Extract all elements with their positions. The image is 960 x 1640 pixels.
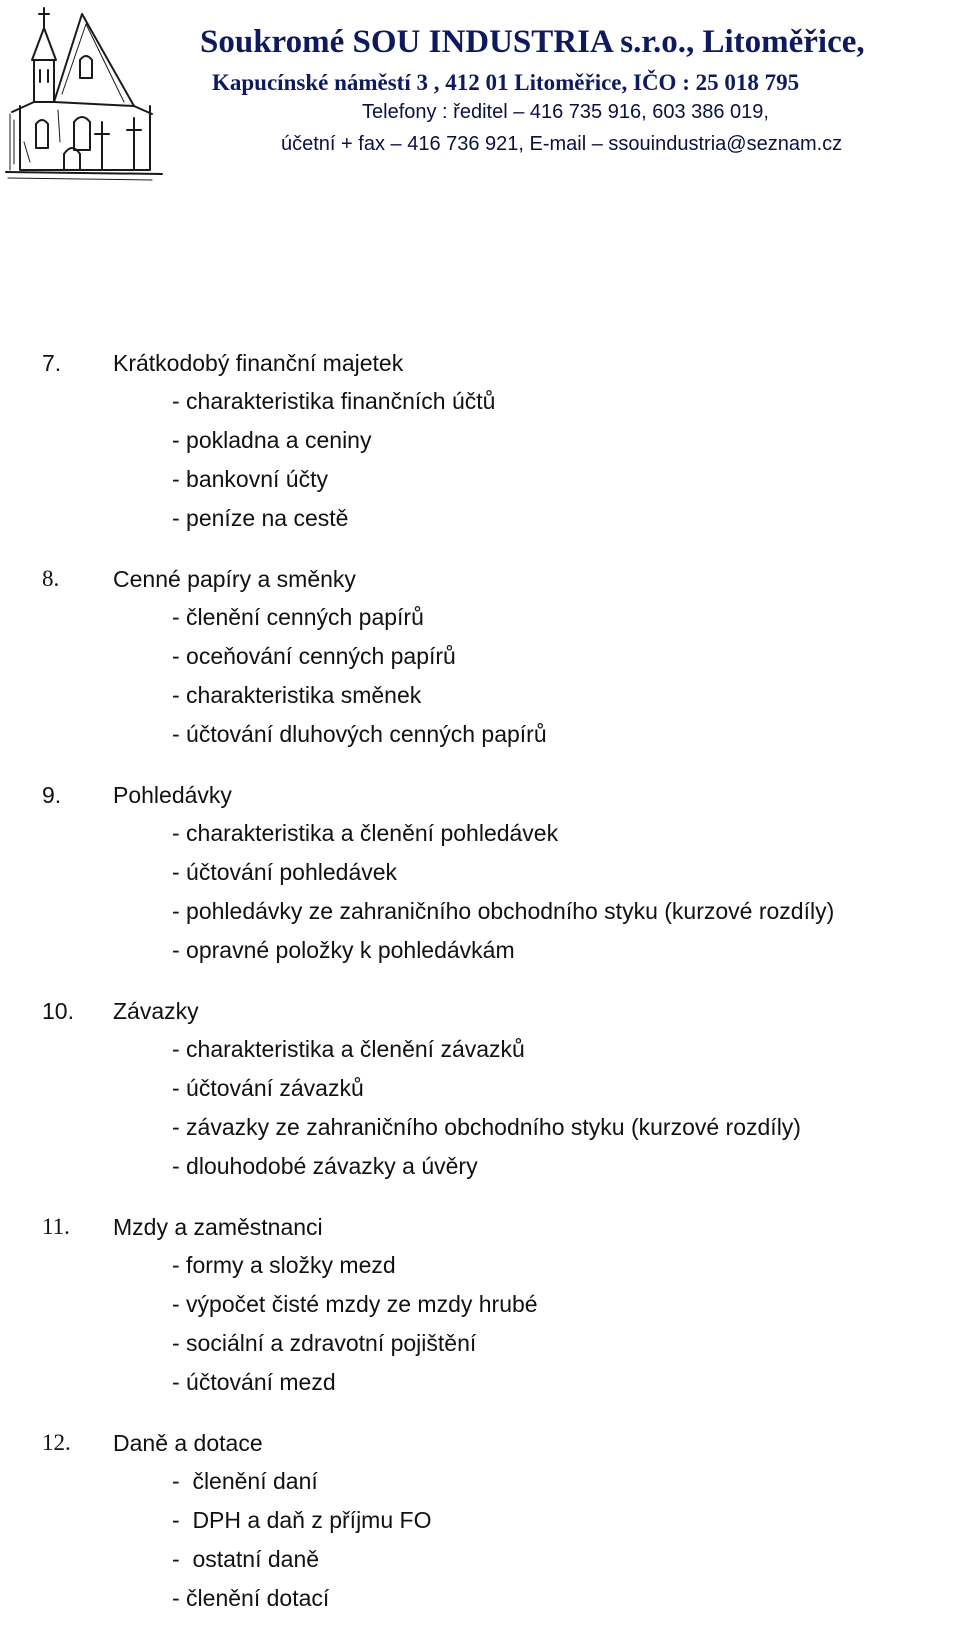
school-name: Soukromé SOU INDUSTRIA s.r.o., Litoměřice, xyxy=(200,24,865,60)
section-heading xyxy=(0,560,960,598)
list-item: - opravné položky k pohledávkám xyxy=(172,937,515,963)
section-title: Daně a dotace xyxy=(113,1430,263,1456)
list-item: - formy a složky mezd xyxy=(172,1252,396,1278)
list-item: - pohledávky ze zahraničního obchodního styku (kurzové rozdíly) xyxy=(172,898,835,924)
section-number: 10. xyxy=(42,998,74,1024)
section-items xyxy=(0,1462,960,1618)
list-item: - charakteristika a členění závazků xyxy=(172,1036,525,1062)
list-item: - bankovní účty xyxy=(172,466,328,492)
section-title: Krátkodobý finanční majetek xyxy=(113,350,404,376)
list-item: - DPH a daň z příjmu FO xyxy=(172,1507,432,1533)
section-title: Pohledávky xyxy=(113,782,232,808)
section-8 xyxy=(0,560,960,754)
list-item: - ostatní daně xyxy=(172,1546,320,1572)
section-title: Závazky xyxy=(113,998,199,1024)
school-address: Kapucínské náměstí 3 , 412 01 Litoměřice, IČO : 25 018 795 xyxy=(212,70,800,95)
list-item: - peníze na cestě xyxy=(172,505,349,531)
list-item: - dlouhodobé závazky a úvěry xyxy=(172,1153,478,1179)
list-item: - účtování dluhových cenných papírů xyxy=(172,721,547,747)
section-number: 11. xyxy=(42,1214,70,1239)
topic-list xyxy=(0,344,960,1640)
section-9 xyxy=(0,776,960,970)
section-items xyxy=(0,598,960,754)
section-heading xyxy=(0,992,960,1030)
section-heading xyxy=(0,1424,960,1462)
list-item: - účtování závazků xyxy=(172,1075,364,1101)
section-heading xyxy=(0,776,960,814)
section-items xyxy=(0,1246,960,1402)
section-heading xyxy=(0,344,960,382)
list-item: - závazky ze zahraničního obchodního styku (kurzové rozdíly) xyxy=(172,1114,801,1140)
section-10 xyxy=(0,992,960,1186)
list-item: - pokladna a ceniny xyxy=(172,427,372,453)
list-item: - účtování pohledávek xyxy=(172,859,398,885)
list-item: - členění cenných papírů xyxy=(172,604,424,630)
list-item: - charakteristika směnek xyxy=(172,682,422,708)
letterhead xyxy=(0,0,960,190)
section-items xyxy=(0,382,960,538)
list-item: - účtování mezd xyxy=(172,1369,336,1395)
phone-numbers: Telefony : ředitel – 416 735 916, 603 386 019, xyxy=(362,101,769,123)
section-items xyxy=(0,1030,960,1186)
section-title: Mzdy a zaměstnanci xyxy=(113,1214,323,1240)
section-number: 9. xyxy=(42,782,62,808)
list-item: - charakteristika finančních účtů xyxy=(172,388,496,414)
section-number: 8. xyxy=(42,566,60,591)
section-11 xyxy=(0,1208,960,1402)
list-item: - sociální a zdravotní pojištění xyxy=(172,1330,477,1356)
section-number: 7. xyxy=(42,350,62,376)
list-item: - členění dotací xyxy=(172,1585,330,1611)
list-item: - výpočet čisté mzdy ze mzdy hrubé xyxy=(172,1291,538,1317)
section-7 xyxy=(0,344,960,538)
fax-and-email: účetní + fax – 416 736 921, E-mail – ssouindustria@seznam.cz xyxy=(281,133,843,155)
section-number: 12. xyxy=(42,1430,71,1455)
section-12 xyxy=(0,1424,960,1618)
section-items xyxy=(0,814,960,970)
list-item: - charakteristika a členění pohledávek xyxy=(172,820,559,846)
section-title: Cenné papíry a směnky xyxy=(113,566,356,592)
list-item: - oceňování cenných papírů xyxy=(172,643,456,669)
church-drawing-icon xyxy=(2,2,170,184)
section-heading xyxy=(0,1208,960,1246)
list-item: - členění daní xyxy=(172,1468,318,1494)
